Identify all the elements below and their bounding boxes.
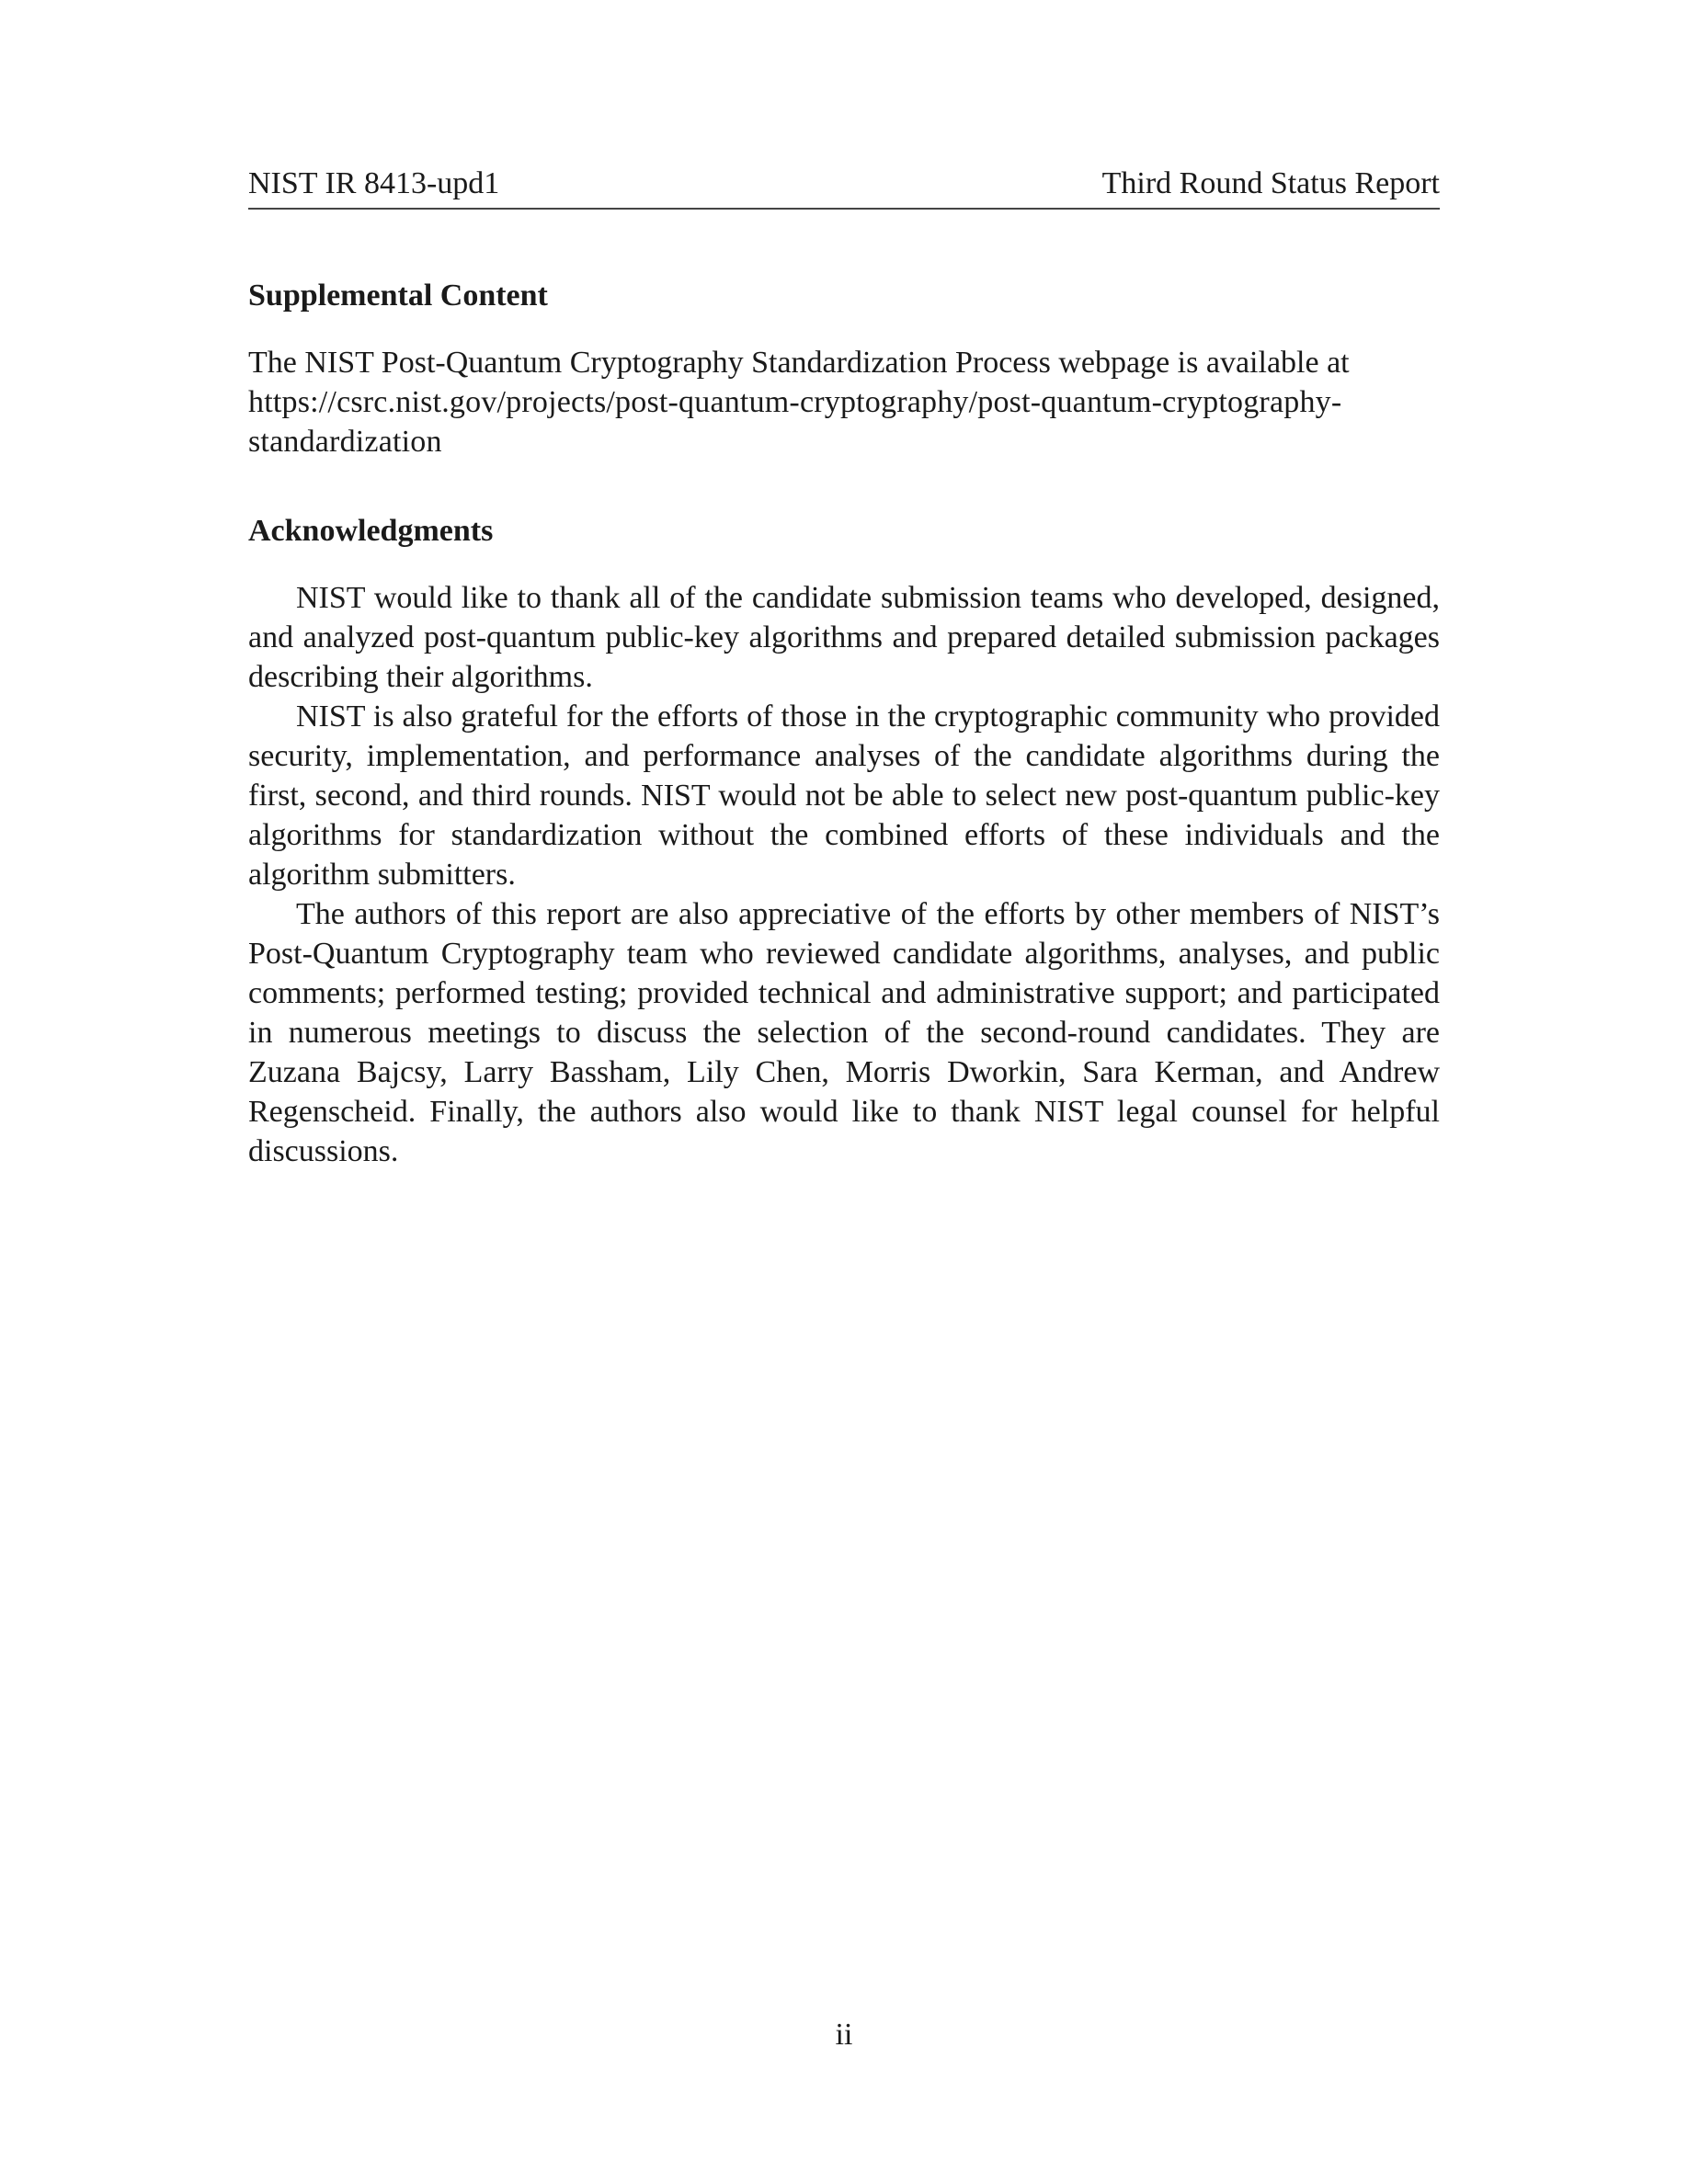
webpage-url-line-2[interactable]: standardization <box>248 425 442 459</box>
report-number: NIST IR 8413-upd1 <box>248 166 500 200</box>
page-content <box>248 276 1440 1171</box>
report-title: Third Round Status Report <box>1101 166 1440 200</box>
running-header <box>248 164 1440 210</box>
supplemental-content-heading: Supplemental Content <box>248 279 548 313</box>
supplemental-content-paragraph <box>248 343 1440 461</box>
acknowledgments-paragraph-2: NIST is also grateful for the efforts of those in the cryptographic community who provided security, implementation, and performance analyses of the candidate algorithms during the first, second, and third rounds. NIST would not be able to select new post-quantum public-key algorithms for standardization without the combined efforts of these individuals and the algorithm submitters. <box>248 700 1440 892</box>
acknowledgments-heading: Acknowledgments <box>248 514 494 548</box>
page-number: ii <box>835 2018 853 2052</box>
acknowledgments-paragraph-3: The authors of this report are also appreciative of the efforts by other members of NIST’s Post-Quantum Cryptography team who reviewed candidate algorithms, analyses, and public comments; performed testing; provided technical and administrative support; and participated in numerous meetings to discuss the selection of the second-round candidates. They are Zuzana Bajcsy, Larry Bassham, Lily Chen, Morris Dworkin, Sara Kerman, and Andrew Regenscheid. Finally, the authors also would like to thank NIST legal counsel for helpful discussions. <box>248 897 1440 1168</box>
acknowledgments-paragraph-1: NIST would like to thank all of the candidate submission teams who developed, designed, and analyzed post-quantum public-key algorithms and prepared detailed submission packages describing their algorithms. <box>248 581 1440 694</box>
supplemental-text: The NIST Post-Quantum Cryptography Standardization Process webpage is available at <box>248 346 1350 380</box>
webpage-url-line-1[interactable]: https://csrc.nist.gov/projects/post-quantum-cryptography/post-quantum-cryptography- <box>248 385 1342 419</box>
